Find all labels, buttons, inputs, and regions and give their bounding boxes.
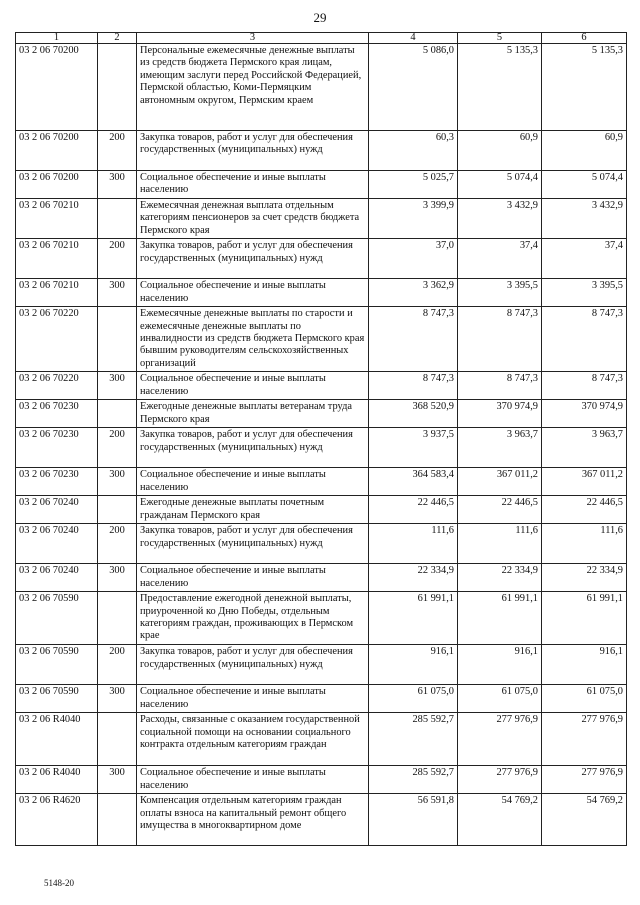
value-col-5: 8 747,3 <box>458 372 542 400</box>
value-col-6: 367 011,2 <box>542 468 627 496</box>
budget-code: 03 2 06 70230 <box>16 400 98 428</box>
column-header-1: 1 <box>16 33 98 44</box>
table-row <box>16 713 627 766</box>
expense-type <box>98 199 137 239</box>
value-col-4: 368 520,9 <box>369 400 458 428</box>
value-col-5: 8 747,3 <box>458 307 542 372</box>
footer-code: 5148-20 <box>44 878 74 888</box>
value-col-6: 370 974,9 <box>542 400 627 428</box>
value-col-6: 22 446,5 <box>542 496 627 524</box>
expense-type: 300 <box>98 468 137 496</box>
value-col-5: 5 074,4 <box>458 171 542 199</box>
table-row <box>16 468 627 496</box>
value-col-6: 8 747,3 <box>542 372 627 400</box>
expense-type: 300 <box>98 685 137 713</box>
row-description: Социальное обеспечение и иные выплаты населению <box>137 766 369 794</box>
budget-code: 03 2 06 70210 <box>16 199 98 239</box>
value-col-6: 277 976,9 <box>542 766 627 794</box>
budget-code: 03 2 06 70240 <box>16 564 98 592</box>
value-col-6: 916,1 <box>542 645 627 685</box>
table-row <box>16 372 627 400</box>
row-description: Ежемесячные денежные выплаты по старости и ежемесячные денежные выплаты по инвалидности из средств бюджета Пермского края бывшим руководителям сельскохозяйственных организаций <box>137 307 369 372</box>
expense-type <box>98 794 137 846</box>
budget-code: 03 2 06 70240 <box>16 496 98 524</box>
budget-code: 03 2 06 70240 <box>16 524 98 564</box>
budget-code: 03 2 06 70590 <box>16 645 98 685</box>
value-col-6: 54 769,2 <box>542 794 627 846</box>
value-col-4: 285 592,7 <box>369 766 458 794</box>
value-col-4: 60,3 <box>369 131 458 171</box>
row-description: Закупка товаров, работ и услуг для обеспечения государственных (муниципальных) нужд <box>137 524 369 564</box>
expense-type: 200 <box>98 428 137 468</box>
expense-type: 300 <box>98 372 137 400</box>
expense-type <box>98 713 137 766</box>
value-col-4: 37,0 <box>369 239 458 279</box>
value-col-5: 37,4 <box>458 239 542 279</box>
table-row <box>16 564 627 592</box>
value-col-6: 22 334,9 <box>542 564 627 592</box>
budget-code: 03 2 06 R4620 <box>16 794 98 846</box>
value-col-5: 61 075,0 <box>458 685 542 713</box>
value-col-4: 61 075,0 <box>369 685 458 713</box>
value-col-5: 916,1 <box>458 645 542 685</box>
row-description: Персональные ежемесячные денежные выплаты из средств бюджета Пермского края лицам, имеющим заслуги перед Российской Федерацией, Пермской областью, Коми-Пермяцким автономным округом, Пермским краем <box>137 44 369 131</box>
expense-type: 300 <box>98 171 137 199</box>
value-col-5: 5 135,3 <box>458 44 542 131</box>
table-row <box>16 428 627 468</box>
budget-code: 03 2 06 70220 <box>16 372 98 400</box>
budget-code: 03 2 06 R4040 <box>16 713 98 766</box>
value-col-4: 8 747,3 <box>369 307 458 372</box>
table-row <box>16 524 627 564</box>
value-col-4: 61 991,1 <box>369 592 458 645</box>
value-col-4: 3 362,9 <box>369 279 458 307</box>
column-header-5: 5 <box>458 33 542 44</box>
row-description: Ежемесячная денежная выплата отдельным категориям пенсионеров за счет средств бюджета Пермского края <box>137 199 369 239</box>
value-col-6: 3 395,5 <box>542 279 627 307</box>
expense-type: 200 <box>98 131 137 171</box>
value-col-5: 367 011,2 <box>458 468 542 496</box>
value-col-6: 8 747,3 <box>542 307 627 372</box>
row-description: Социальное обеспечение и иные выплаты населению <box>137 279 369 307</box>
table-row <box>16 592 627 645</box>
value-col-5: 22 446,5 <box>458 496 542 524</box>
value-col-5: 60,9 <box>458 131 542 171</box>
value-col-5: 111,6 <box>458 524 542 564</box>
value-col-5: 370 974,9 <box>458 400 542 428</box>
expense-type <box>98 496 137 524</box>
budget-table <box>15 32 627 846</box>
row-description: Социальное обеспечение и иные выплаты населению <box>137 468 369 496</box>
table-row <box>16 279 627 307</box>
row-description: Компенсация отдельным категориям граждан оплаты взноса на капитальный ремонт общего имущества в многоквартирном доме <box>137 794 369 846</box>
value-col-4: 5 086,0 <box>369 44 458 131</box>
value-col-6: 5 135,3 <box>542 44 627 131</box>
value-col-6: 61 991,1 <box>542 592 627 645</box>
value-col-5: 277 976,9 <box>458 766 542 794</box>
table-row <box>16 685 627 713</box>
value-col-6: 3 432,9 <box>542 199 627 239</box>
table-row <box>16 307 627 372</box>
table-row <box>16 239 627 279</box>
value-col-6: 111,6 <box>542 524 627 564</box>
value-col-6: 37,4 <box>542 239 627 279</box>
value-col-6: 60,9 <box>542 131 627 171</box>
row-description: Социальное обеспечение и иные выплаты населению <box>137 685 369 713</box>
value-col-4: 285 592,7 <box>369 713 458 766</box>
value-col-4: 916,1 <box>369 645 458 685</box>
value-col-5: 277 976,9 <box>458 713 542 766</box>
expense-type <box>98 44 137 131</box>
row-description: Ежегодные денежные выплаты ветеранам труда Пермского края <box>137 400 369 428</box>
column-header-4: 4 <box>369 33 458 44</box>
column-header-2: 2 <box>98 33 137 44</box>
expense-type <box>98 307 137 372</box>
table-row <box>16 496 627 524</box>
value-col-4: 22 446,5 <box>369 496 458 524</box>
value-col-4: 111,6 <box>369 524 458 564</box>
row-description: Закупка товаров, работ и услуг для обеспечения государственных (муниципальных) нужд <box>137 131 369 171</box>
expense-type: 200 <box>98 239 137 279</box>
value-col-5: 3 395,5 <box>458 279 542 307</box>
table-row <box>16 44 627 131</box>
value-col-5: 61 991,1 <box>458 592 542 645</box>
table-row <box>16 400 627 428</box>
budget-code: 03 2 06 70230 <box>16 428 98 468</box>
value-col-4: 56 591,8 <box>369 794 458 846</box>
budget-code: 03 2 06 70200 <box>16 131 98 171</box>
row-description: Закупка товаров, работ и услуг для обеспечения государственных (муниципальных) нужд <box>137 645 369 685</box>
budget-code: 03 2 06 70590 <box>16 685 98 713</box>
row-description: Предоставление ежегодной денежной выплаты, приуроченной ко Дню Победы, отдельным категориям граждан, проживающих в Пермском крае <box>137 592 369 645</box>
table-row <box>16 766 627 794</box>
expense-type: 300 <box>98 279 137 307</box>
budget-code: 03 2 06 70210 <box>16 239 98 279</box>
expense-type: 300 <box>98 766 137 794</box>
budget-code: 03 2 06 70210 <box>16 279 98 307</box>
expense-type <box>98 400 137 428</box>
budget-code: 03 2 06 70200 <box>16 171 98 199</box>
row-description: Социальное обеспечение и иные выплаты населению <box>137 564 369 592</box>
table-row <box>16 794 627 846</box>
row-description: Расходы, связанные с оказанием государственной социальной помощи на основании социального контракта отдельным категориям граждан <box>137 713 369 766</box>
value-col-5: 3 432,9 <box>458 199 542 239</box>
row-description: Ежегодные денежные выплаты почетным гражданам Пермского края <box>137 496 369 524</box>
budget-code: 03 2 06 70590 <box>16 592 98 645</box>
expense-type: 300 <box>98 564 137 592</box>
table-row <box>16 171 627 199</box>
value-col-4: 8 747,3 <box>369 372 458 400</box>
budget-code: 03 2 06 70220 <box>16 307 98 372</box>
row-description: Закупка товаров, работ и услуг для обеспечения государственных (муниципальных) нужд <box>137 239 369 279</box>
row-description: Социальное обеспечение и иные выплаты населению <box>137 372 369 400</box>
value-col-6: 5 074,4 <box>542 171 627 199</box>
value-col-4: 5 025,7 <box>369 171 458 199</box>
value-col-6: 277 976,9 <box>542 713 627 766</box>
value-col-5: 3 963,7 <box>458 428 542 468</box>
row-description: Закупка товаров, работ и услуг для обеспечения государственных (муниципальных) нужд <box>137 428 369 468</box>
value-col-5: 54 769,2 <box>458 794 542 846</box>
table-row <box>16 199 627 239</box>
table-header-row <box>16 33 627 44</box>
table-row <box>16 131 627 171</box>
table-row <box>16 645 627 685</box>
column-header-3: 3 <box>137 33 369 44</box>
budget-code: 03 2 06 70200 <box>16 44 98 131</box>
row-description: Социальное обеспечение и иные выплаты населению <box>137 171 369 199</box>
column-header-6: 6 <box>542 33 627 44</box>
value-col-4: 3 937,5 <box>369 428 458 468</box>
value-col-6: 3 963,7 <box>542 428 627 468</box>
budget-code: 03 2 06 70230 <box>16 468 98 496</box>
expense-type: 200 <box>98 524 137 564</box>
value-col-5: 22 334,9 <box>458 564 542 592</box>
value-col-4: 364 583,4 <box>369 468 458 496</box>
page-number: 29 <box>313 10 327 25</box>
expense-type <box>98 592 137 645</box>
value-col-6: 61 075,0 <box>542 685 627 713</box>
expense-type: 200 <box>98 645 137 685</box>
value-col-4: 3 399,9 <box>369 199 458 239</box>
budget-code: 03 2 06 R4040 <box>16 766 98 794</box>
value-col-4: 22 334,9 <box>369 564 458 592</box>
